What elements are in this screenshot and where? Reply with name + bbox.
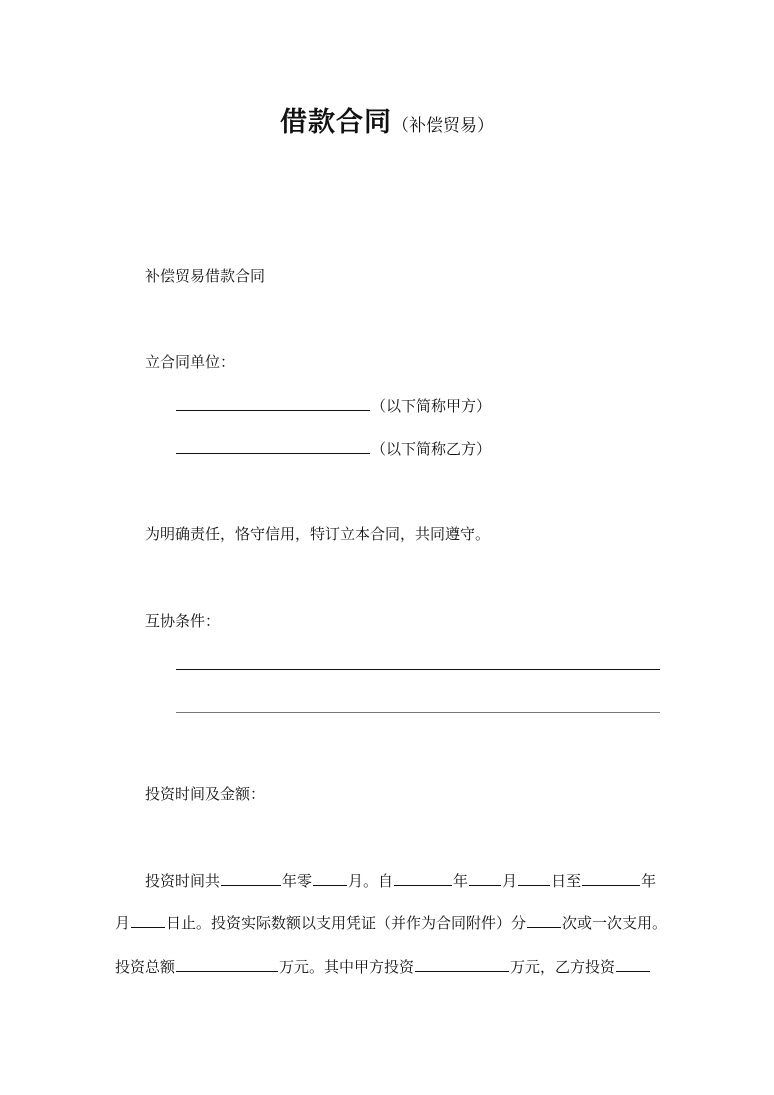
text-span: 年 bbox=[453, 872, 469, 890]
text-span: 次或一次支用。 bbox=[562, 914, 668, 932]
text-span: 万元，乙方投资 bbox=[510, 958, 616, 976]
conditions-blank-line-2[interactable] bbox=[176, 712, 660, 713]
text-span: 年零 bbox=[282, 872, 313, 890]
party-a-amount-blank[interactable] bbox=[415, 955, 509, 972]
installments-blank[interactable] bbox=[527, 911, 561, 928]
end-year-blank[interactable] bbox=[582, 869, 640, 886]
text-span: 万元。其中甲方投资 bbox=[279, 958, 415, 976]
conditions-blank-line-1[interactable] bbox=[176, 669, 660, 670]
start-month-blank[interactable] bbox=[469, 869, 501, 886]
text-span: 日止。投资实际数额以支用凭证（并作为合同附件）分 bbox=[166, 914, 527, 932]
total-amount-blank[interactable] bbox=[176, 955, 278, 972]
months-blank[interactable] bbox=[313, 869, 347, 886]
text-span: 月 bbox=[502, 872, 518, 890]
investment-paragraph-line-2 bbox=[115, 911, 667, 934]
investment-paragraph-line-3 bbox=[115, 955, 651, 978]
party-a-suffix: （以下简称甲方） bbox=[371, 397, 492, 415]
investment-label: 投资时间及金额： bbox=[145, 785, 266, 803]
end-day-blank[interactable] bbox=[131, 911, 165, 928]
party-b-line bbox=[175, 437, 491, 460]
document-title bbox=[0, 100, 774, 139]
title-main: 借款合同 bbox=[280, 107, 392, 138]
parties-label: 立合同单位： bbox=[145, 353, 236, 371]
party-b-blank[interactable] bbox=[176, 437, 370, 454]
start-year-blank[interactable] bbox=[394, 869, 452, 886]
investment-paragraph-line-1 bbox=[145, 869, 656, 892]
party-b-suffix: （以下简称乙方） bbox=[371, 440, 492, 458]
conditions-label: 互协条件： bbox=[145, 612, 221, 630]
title-subtitle: （补偿贸易） bbox=[392, 116, 494, 136]
text-span: 日至 bbox=[551, 872, 582, 890]
start-day-blank[interactable] bbox=[518, 869, 550, 886]
text-span: 投资时间共 bbox=[145, 872, 221, 890]
party-a-blank[interactable] bbox=[176, 394, 370, 411]
party-b-amount-blank[interactable] bbox=[616, 955, 650, 972]
text-span: 月 bbox=[115, 914, 131, 932]
party-a-line bbox=[175, 394, 491, 417]
text-span: 投资总额 bbox=[115, 958, 176, 976]
preamble: 为明确责任，恪守信用，特订立本合同，共同遵守。 bbox=[145, 525, 491, 543]
text-span: 年 bbox=[641, 872, 657, 890]
text-span: 月。自 bbox=[348, 872, 394, 890]
years-blank[interactable] bbox=[221, 869, 281, 886]
contract-heading: 补偿贸易借款合同 bbox=[145, 267, 266, 285]
